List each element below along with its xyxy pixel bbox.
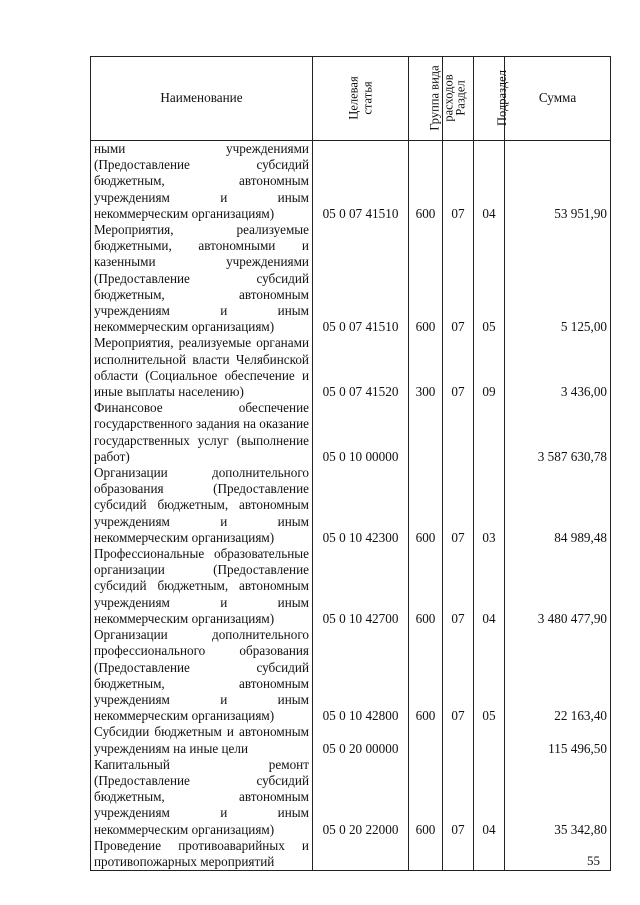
row-group: 600 xyxy=(409,627,443,724)
row-article xyxy=(313,838,409,871)
row-subsection: 09 xyxy=(474,335,505,400)
table-row xyxy=(91,400,611,465)
row-group: 600 xyxy=(409,141,443,223)
row-amount: 115 496,50 xyxy=(505,724,611,756)
header-section-label: Раздел xyxy=(453,80,468,117)
row-subsection: 03 xyxy=(474,465,505,546)
table-row xyxy=(91,838,611,871)
row-article: 05 0 10 42300 xyxy=(313,465,409,546)
row-group: 600 xyxy=(409,757,443,838)
row-amount: 3 480 477,90 xyxy=(505,546,611,627)
row-section: 07 xyxy=(443,627,474,724)
table-row xyxy=(91,222,611,335)
row-group: 600 xyxy=(409,222,443,335)
header-group xyxy=(409,57,456,141)
row-article: 05 0 10 00000 xyxy=(313,400,409,465)
header-subsection-label: Подраздел xyxy=(494,70,509,127)
row-amount: 5 125,00 xyxy=(505,222,611,335)
row-amount: 22 163,40 xyxy=(505,627,611,724)
row-subsection xyxy=(474,838,505,871)
row-subsection xyxy=(474,724,505,756)
budget-table xyxy=(90,56,611,871)
page-number: 55 xyxy=(587,853,600,868)
row-name: ными учреждениями (Предоставление субсидий бюджетным, автономным учреждениям и иным некоммерческим организациям) xyxy=(91,141,313,223)
row-group: 300 xyxy=(409,335,443,400)
header-group-line1: Группа вида xyxy=(427,65,442,131)
row-name: Мероприятия, реализуемые органами исполнительной власти Челябинской области (Социальное обеспечение и иные выплаты населению) xyxy=(91,335,313,400)
row-name: Мероприятия, реализуемые бюджетными, автономными и казенными учреждениями (Предоставление субсидий бюджетным, автономным учреждениям и иным некоммерческим организациям) xyxy=(91,222,313,335)
row-section: 07 xyxy=(443,546,474,627)
row-subsection: 04 xyxy=(474,757,505,838)
header-group-line2: расходов xyxy=(441,74,456,122)
row-name: Профессиональные образовательные организации (Предоставление субсидий бюджетным, автономным учреждениям и иным некоммерческим организациям) xyxy=(91,546,313,627)
row-section: 07 xyxy=(443,335,474,400)
row-name: Субсидии бюджетным и автономным учреждениям на иные цели xyxy=(91,724,313,756)
row-subsection xyxy=(474,400,505,465)
row-amount: 35 342,80 xyxy=(505,757,611,838)
table-row xyxy=(91,546,611,627)
row-group xyxy=(409,724,443,756)
header-article-line1: Целевая xyxy=(346,76,361,120)
header-amount: Сумма xyxy=(505,57,611,141)
row-section xyxy=(443,400,474,465)
row-name: Финансовое обеспечение государственного задания на оказание государственных услуг (выполнение работ) xyxy=(91,400,313,465)
header-name: Наименование xyxy=(91,57,313,141)
header-row xyxy=(91,57,611,141)
row-article: 05 0 10 42700 xyxy=(313,546,409,627)
row-group: 600 xyxy=(409,546,443,627)
table-row xyxy=(91,757,611,838)
row-article: 05 0 07 41510 xyxy=(313,141,409,223)
table-row xyxy=(91,465,611,546)
row-amount: 53 951,90 xyxy=(505,141,611,223)
row-subsection: 04 xyxy=(474,141,505,223)
row-group xyxy=(409,838,443,871)
row-name: Организации дополнительного образования (Предоставление субсидий бюджетным, автономным учреждениям и иным некоммерческим организациям) xyxy=(91,465,313,546)
row-article: 05 0 20 00000 xyxy=(313,724,409,756)
row-subsection: 04 xyxy=(474,546,505,627)
header-article xyxy=(313,57,409,141)
row-group: 600 xyxy=(409,465,443,546)
row-article: 05 0 07 41510 xyxy=(313,222,409,335)
table-row xyxy=(91,335,611,400)
row-name: Организации дополнительного профессионального образования (Предоставление субсидий бюджетным, автономным учреждениям и иным некоммерческим организациям) xyxy=(91,627,313,724)
row-section: 07 xyxy=(443,141,474,223)
row-section: 07 xyxy=(443,222,474,335)
table-row xyxy=(91,724,611,756)
row-amount: 3 436,00 xyxy=(505,335,611,400)
header-subsection xyxy=(474,57,509,141)
row-section: 07 xyxy=(443,465,474,546)
row-section xyxy=(443,724,474,756)
row-article: 05 0 20 22000 xyxy=(313,757,409,838)
row-amount: 84 989,48 xyxy=(505,465,611,546)
row-article: 05 0 10 42800 xyxy=(313,627,409,724)
row-section: 07 xyxy=(443,757,474,838)
row-article: 05 0 07 41520 xyxy=(313,335,409,400)
row-name: Проведение противоаварийных и противопожарных мероприятий xyxy=(91,838,313,871)
row-section xyxy=(443,838,474,871)
header-article-line2: статья xyxy=(360,81,375,115)
table-row xyxy=(91,141,611,223)
row-group xyxy=(409,400,443,465)
row-name: Капитальный ремонт (Предоставление субсидий бюджетным, автономным учреждениям и иным некоммерческим организациям) xyxy=(91,757,313,838)
row-subsection: 05 xyxy=(474,222,505,335)
table-row xyxy=(91,627,611,724)
row-subsection: 05 xyxy=(474,627,505,724)
row-amount: 3 587 630,78 xyxy=(505,400,611,465)
